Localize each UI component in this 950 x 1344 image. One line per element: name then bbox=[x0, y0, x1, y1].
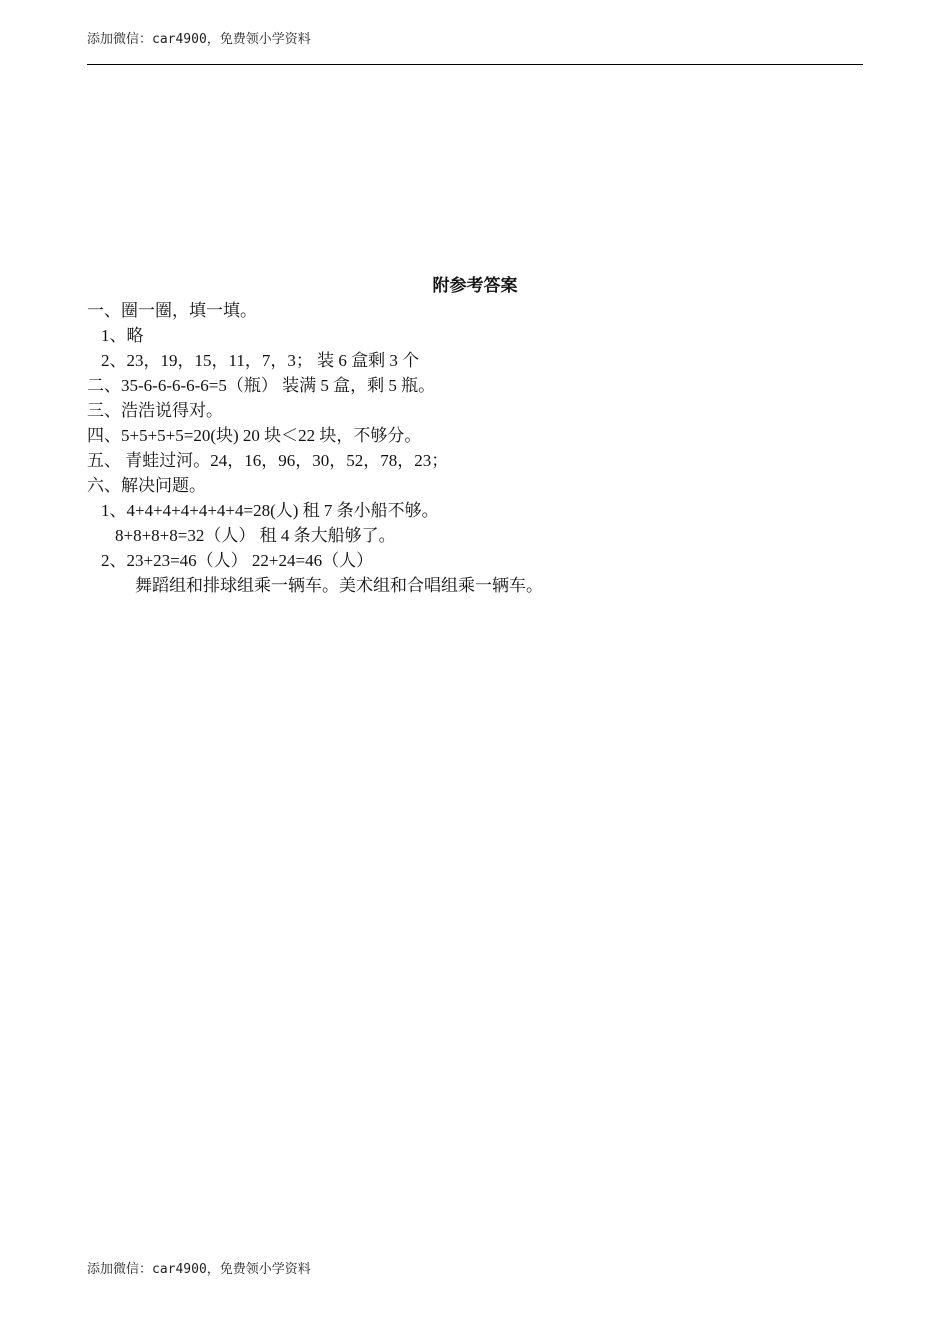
answer-list bbox=[87, 298, 863, 598]
footer-note: 添加微信：car4900，免费领小学资料 bbox=[87, 1262, 311, 1277]
section-4-answer: 四、5+5+5+5=20(块) 20 块＜22 块，不够分。 bbox=[87, 426, 422, 445]
section-6-heading: 六、解决问题。 bbox=[87, 476, 206, 495]
header-divider bbox=[87, 64, 863, 65]
section-3-answer: 三、浩浩说得对。 bbox=[87, 401, 223, 420]
section-1-item-1: 1、略 bbox=[101, 326, 144, 345]
section-5-answer: 五、 青蛙过河。24，16，96，30，52，78，23； bbox=[87, 451, 449, 470]
section-1-heading: 一、圈一圈，填一填。 bbox=[87, 301, 257, 320]
section-6-item-1: 1、4+4+4+4+4+4+4=28(人) 租 7 条小船不够。 bbox=[101, 501, 439, 520]
answer-key-title: 附参考答案 bbox=[432, 276, 518, 296]
section-6-item-2: 2、23+23=46（人） 22+24=46（人） bbox=[101, 551, 374, 570]
section-1-item-2: 2、23，19，15，11，7，3； 装 6 盒剩 3 个 bbox=[101, 351, 420, 370]
header-note: 添加微信：car4900，免费领小学资料 bbox=[87, 32, 311, 47]
section-6-item-2-conclusion: 舞蹈组和排球组乘一辆车。美术组和合唱组乘一辆车。 bbox=[135, 576, 543, 595]
section-2-answer: 二、35-6-6-6-6-6=5（瓶） 装满 5 盒，剩 5 瓶。 bbox=[87, 376, 436, 395]
section-6-item-1-continued: 8+8+8+8=32（人） 租 4 条大船够了。 bbox=[115, 526, 396, 545]
